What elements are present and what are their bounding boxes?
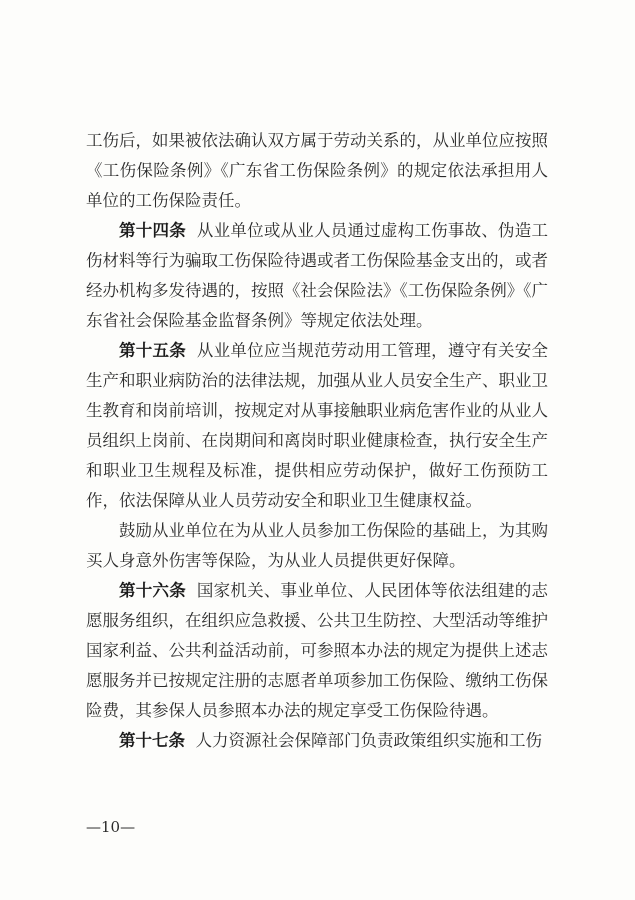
paragraph-text: 从业单位应当规范劳动用工管理，遵守有关安全生产和职业病防治的法律法规，加强从业人员安全生产、职业卫生教育和岗前培训，按规定对从事接触职业病危害作业的从业人员组织上岗前、在岗期间和离岗时职业健康检查，执行安全生产和职业卫生规程及标准，提供相应劳动保护，做好工伤预防工作，依法保障从业人员劳动安全和职业卫生健康权益。 <box>86 341 549 510</box>
paragraph-article-17 <box>86 726 548 756</box>
paragraph-text: 从业单位或从业人员通过虚构工伤事故、伪造工伤材料等行为骗取工伤保险待遇或者工伤保险基金支出的，或者经办机构多发待遇的，按照《社会保险法》《工伤保险条例》《广东省社会保险基金监督条例》等规定依法处理。 <box>86 221 549 330</box>
paragraph-encouragement <box>86 516 548 576</box>
paragraph-article-16 <box>86 576 548 726</box>
paragraph-text: 人力资源社会保障部门负责政策组织实施和工伤 <box>195 731 542 750</box>
article-heading: 第十七条 <box>119 731 185 750</box>
paragraph-article-14 <box>86 216 548 336</box>
article-heading: 第十四条 <box>119 221 186 240</box>
paragraph-text: 工伤后，如果被依法确认双方属于劳动关系的，从业单位应按照《工伤保险条例》《广东省工伤保险条例》的规定依法承担用人单位的工伤保险责任。 <box>86 131 548 210</box>
page-number: —10— <box>86 818 136 836</box>
article-heading: 第十五条 <box>119 341 186 360</box>
paragraph-continuation <box>86 126 548 216</box>
document-body <box>86 126 548 756</box>
paragraph-text: 国家机关、事业单位、人民团体等依法组建的志愿服务组织，在组织应急救援、公共卫生防控、大型活动等维护国家利益、公共利益活动前，可参照本办法的规定为提供上述志愿服务并已按规定注册的志愿者单项参加工伤保险、缴纳工伤保险费，其参保人员参照本办法的规定享受工伤保险待遇。 <box>86 581 549 720</box>
paragraph-article-15 <box>86 336 548 516</box>
article-heading: 第十六条 <box>119 581 186 600</box>
paragraph-text: 鼓励从业单位在为从业人员参加工伤保险的基础上，为其购买人身意外伤害等保险，为从业人员提供更好保障。 <box>86 521 548 570</box>
